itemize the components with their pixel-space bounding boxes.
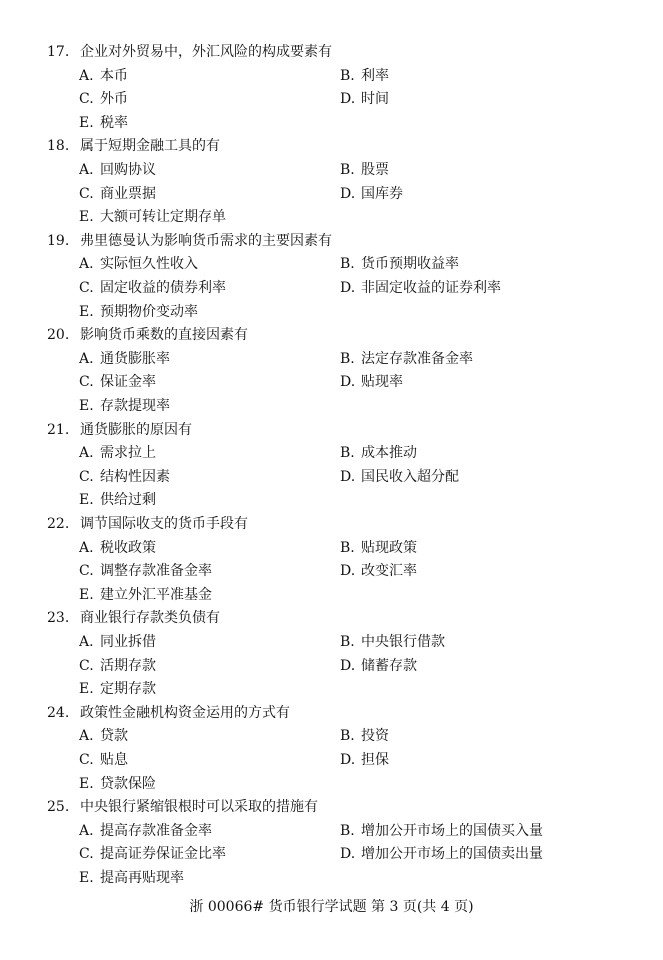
option-text: 中央银行借款	[361, 634, 445, 650]
option-b	[340, 725, 389, 749]
option-letter: A.	[79, 162, 94, 178]
option-b	[340, 65, 389, 89]
option-letter: E.	[79, 209, 94, 226]
option-text: 贷款保险	[100, 775, 156, 792]
option-text: 投资	[361, 728, 389, 745]
option-text: 供给过剩	[100, 492, 156, 509]
option-letter: E.	[79, 398, 94, 414]
option-letter: A.	[79, 634, 94, 650]
option-letter: A.	[79, 256, 94, 273]
option-c	[79, 88, 128, 112]
option-text: 活期存款	[100, 657, 156, 674]
option-text: 货币预期收益率	[361, 256, 459, 273]
question-stem: 弗里德曼认为影响货币需求的主要因素有	[80, 232, 332, 249]
option-e	[79, 773, 156, 797]
option-a	[79, 631, 156, 655]
option-text: 结构性因素	[100, 468, 170, 485]
option-d	[340, 749, 389, 773]
option-e	[79, 112, 128, 136]
option-b	[340, 631, 445, 655]
option-c	[79, 843, 226, 867]
option-d	[340, 466, 459, 490]
option-a	[79, 537, 156, 561]
option-text: 股票	[361, 162, 389, 178]
option-c	[79, 371, 156, 395]
option-c	[79, 655, 156, 679]
option-letter: E.	[79, 586, 94, 603]
question-number: 18.	[47, 138, 70, 155]
option-letter: A.	[79, 350, 94, 367]
option-text: 回购协议	[100, 162, 156, 178]
option-d	[340, 183, 403, 207]
option-text: 贴息	[100, 752, 128, 768]
option-letter: B.	[340, 728, 355, 745]
question-stem: 政策性金融机构资金运用的方式有	[80, 704, 290, 721]
option-letter: D.	[340, 468, 356, 485]
question-stem: 通货膨胀的原因有	[80, 421, 192, 438]
option-text: 本币	[100, 67, 128, 84]
option-text: 改变汇率	[361, 563, 417, 580]
question-line	[0, 419, 663, 443]
option-text: 同业拆借	[100, 634, 156, 650]
option-text: 提高存款准备金率	[100, 822, 212, 839]
option-text: 贴现政策	[361, 539, 417, 556]
option-letter: A.	[79, 445, 94, 462]
option-e	[79, 301, 198, 325]
option-letter: D.	[340, 185, 356, 202]
option-letter: B.	[340, 350, 355, 367]
option-d	[340, 371, 403, 395]
option-letter: D.	[340, 280, 356, 296]
option-letter: E.	[79, 492, 94, 509]
option-d	[340, 843, 543, 867]
question-line	[0, 607, 663, 631]
option-text: 税率	[100, 114, 128, 131]
option-text: 担保	[361, 752, 389, 768]
question-line	[0, 702, 663, 726]
option-text: 储蓄存款	[361, 657, 417, 674]
question-stem: 调节国际收支的货币手段有	[80, 516, 248, 532]
option-a	[79, 253, 198, 277]
question-line	[0, 230, 663, 254]
option-e	[79, 489, 156, 513]
option-text: 需求拉上	[100, 445, 156, 462]
option-letter: B.	[340, 67, 355, 84]
option-d	[340, 277, 501, 301]
option-letter: D.	[340, 563, 356, 580]
option-c	[79, 560, 212, 584]
option-b	[340, 442, 417, 466]
option-letter: B.	[340, 634, 355, 650]
option-text: 增加公开市场上的国债买入量	[361, 822, 543, 839]
option-text: 增加公开市场上的国债卖出量	[361, 846, 543, 863]
question-number: 24.	[47, 704, 70, 721]
option-letter: D.	[340, 846, 356, 863]
option-letter: A.	[79, 822, 94, 839]
option-letter: B.	[340, 445, 355, 462]
option-letter: A.	[79, 728, 94, 745]
option-letter: C.	[79, 752, 94, 768]
option-d	[340, 560, 417, 584]
option-text: 定期存款	[100, 681, 156, 698]
option-text: 预期物价变动率	[100, 303, 198, 320]
option-e	[79, 867, 184, 891]
option-text: 存款提现率	[100, 398, 170, 414]
question-number: 25.	[47, 799, 70, 816]
option-letter: B.	[340, 162, 355, 178]
question-number: 21.	[47, 421, 70, 438]
option-letter: C.	[79, 563, 94, 580]
option-text: 时间	[361, 91, 389, 108]
option-letter: E.	[79, 303, 94, 320]
option-letter: C.	[79, 91, 94, 108]
option-d	[340, 88, 389, 112]
option-text: 建立外汇平准基金	[100, 586, 212, 603]
question-number: 22.	[47, 516, 70, 532]
option-a	[79, 820, 212, 844]
option-c	[79, 466, 170, 490]
option-letter: E.	[79, 681, 94, 698]
option-text: 税收政策	[100, 539, 156, 556]
question-stem: 企业对外贸易中，外汇风险的构成要素有	[80, 44, 332, 60]
option-e	[79, 206, 226, 230]
option-text: 提高再贴现率	[100, 870, 184, 886]
option-letter: C.	[79, 280, 94, 296]
option-letter: B.	[340, 822, 355, 839]
question-number: 20.	[47, 327, 70, 344]
option-text: 国民收入超分配	[361, 468, 459, 485]
option-text: 利率	[361, 67, 389, 84]
option-text: 固定收益的债券利率	[100, 280, 226, 296]
option-text: 非固定收益的证券利率	[361, 280, 501, 296]
option-letter: C.	[79, 468, 94, 485]
option-e	[79, 395, 170, 419]
option-text: 法定存款准备金率	[361, 350, 473, 367]
question-line	[0, 796, 663, 820]
option-c	[79, 277, 226, 301]
option-letter: D.	[340, 657, 356, 674]
option-b	[340, 537, 417, 561]
question-line	[0, 513, 663, 537]
question-stem: 中央银行紧缩银根时可以采取的措施有	[80, 799, 318, 816]
option-text: 通货膨胀率	[100, 350, 170, 367]
question-stem: 商业银行存款类负债有	[80, 610, 220, 627]
option-letter: B.	[340, 256, 355, 273]
option-letter: A.	[79, 67, 94, 84]
option-text: 商业票据	[100, 185, 156, 202]
option-text: 实际恒久性收入	[100, 256, 198, 273]
option-e	[79, 584, 212, 608]
option-letter: E.	[79, 870, 94, 886]
option-b	[340, 159, 389, 183]
option-text: 成本推动	[361, 445, 417, 462]
option-d	[340, 655, 417, 679]
question-line	[0, 324, 663, 348]
option-letter: C.	[79, 657, 94, 674]
option-letter: D.	[340, 91, 356, 108]
option-e	[79, 678, 156, 702]
question-line	[0, 41, 663, 65]
option-text: 提高证券保证金比率	[100, 846, 226, 863]
question-stem: 属于短期金融工具的有	[80, 138, 220, 155]
option-letter: B.	[340, 539, 355, 556]
question-line	[0, 135, 663, 159]
option-a	[79, 442, 156, 466]
option-b	[340, 820, 543, 844]
option-text: 国库券	[361, 185, 403, 202]
option-letter: E.	[79, 775, 94, 792]
option-b	[340, 253, 459, 277]
question-number: 17.	[47, 44, 70, 60]
option-c	[79, 749, 128, 773]
question-number: 19.	[47, 232, 70, 249]
option-c	[79, 183, 156, 207]
option-letter: A.	[79, 539, 94, 556]
option-text: 大额可转让定期存单	[100, 209, 226, 226]
option-text: 调整存款准备金率	[100, 563, 212, 580]
option-letter: D.	[340, 752, 356, 768]
page-footer: 浙 00066# 货币银行学试题 第 3 页(共 4 页)	[189, 899, 474, 915]
option-text: 保证金率	[100, 374, 156, 391]
option-text: 贷款	[100, 728, 128, 745]
option-letter: E.	[79, 114, 94, 131]
option-b	[340, 348, 473, 372]
option-a	[79, 348, 170, 372]
option-letter: D.	[340, 374, 356, 391]
option-letter: C.	[79, 185, 94, 202]
question-number: 23.	[47, 610, 70, 627]
option-letter: C.	[79, 374, 94, 391]
question-stem: 影响货币乘数的直接因素有	[80, 327, 248, 344]
option-a	[79, 725, 128, 749]
option-text: 外币	[100, 91, 128, 108]
option-a	[79, 65, 128, 89]
option-a	[79, 159, 156, 183]
option-text: 贴现率	[361, 374, 403, 391]
option-letter: C.	[79, 846, 94, 863]
